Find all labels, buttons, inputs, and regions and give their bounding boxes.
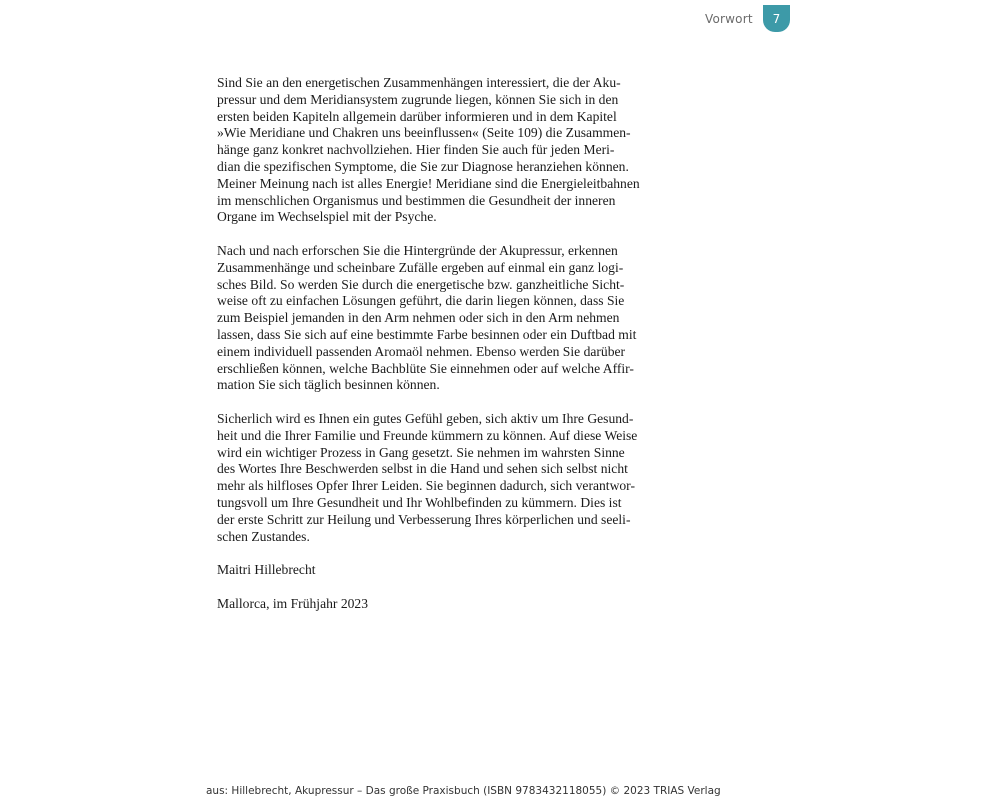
- text-line: lassen, dass Sie sich auf eine bestimmte Farbe besinnen oder ein Duftbad mit: [217, 326, 637, 342]
- text-line: Nach und nach erforschen Sie die Hintergründe der Akupressur, erkennen: [217, 242, 618, 258]
- text-line: Mallorca, im Frühjahr 2023: [217, 595, 369, 611]
- text-line: heit und die Ihrer Familie und Freunde kümmern zu können. Auf diese Weise: [217, 427, 638, 443]
- text-line: der erste Schritt zur Heilung und Verbesserung Ihres körperlichen und seeli-: [217, 511, 631, 527]
- paragraph: [217, 596, 637, 613]
- body-text: [217, 75, 640, 629]
- text-line: erschließen können, welche Bachblüte Sie einnehmen oder auf welche Affir-: [217, 360, 634, 376]
- text-line: hänge ganz konkret nachvollziehen. Hier finden Sie auch für jeden Meri-: [217, 142, 615, 158]
- page-number-badge: 7: [763, 5, 790, 32]
- text-line: Organe im Wechselspiel mit der Psyche.: [217, 209, 437, 225]
- text-line: Maitri Hillebrecht: [217, 562, 316, 578]
- text-line: im menschlichen Organismus und bestimmen die Gesundheit der inneren: [217, 192, 616, 208]
- text-line: Sind Sie an den energetischen Zusammenhängen interessiert, die der Aku-: [217, 75, 621, 90]
- paragraph: [217, 411, 637, 545]
- text-line: weise oft zu einfachen Lösungen geführt, die darin liegen können, dass Sie: [217, 293, 625, 309]
- text-line: tungsvoll um Ihre Gesundheit und Ihr Wohlbefinden zu kümmern. Dies ist: [217, 494, 622, 510]
- text-line: schen Zustandes.: [217, 528, 310, 544]
- text-line: zum Beispiel jemanden in den Arm nehmen oder sich in den Arm nehmen: [217, 310, 620, 326]
- text-line: Sicherlich wird es Ihnen ein gutes Gefühl geben, sich aktiv um Ihre Gesund-: [217, 410, 634, 426]
- text-line: mation Sie sich täglich besinnen können.: [217, 377, 440, 393]
- text-line: mehr als hilfloses Opfer Ihrer Leiden. Sie beginnen dadurch, sich verantwor-: [217, 478, 635, 494]
- text-line: »Wie Meridiane und Chakren uns beeinflussen« (Seite 109) die Zusammen-: [217, 125, 631, 141]
- text-line: Meiner Meinung nach ist alles Energie! Meridiane sind die Energieleitbahnen: [217, 175, 640, 191]
- running-header-section: Vorwort: [705, 12, 753, 26]
- paragraph: [217, 243, 637, 394]
- paragraph: [217, 75, 640, 226]
- paragraph: [217, 562, 637, 579]
- text-line: Zusammenhänge und scheinbare Zufälle ergeben auf einmal ein ganz logi-: [217, 259, 624, 275]
- text-line: ersten beiden Kapiteln allgemein darüber informieren und in dem Kapitel: [217, 108, 617, 124]
- text-line: einem individuell passenden Aromaöl nehmen. Ebenso werden Sie darüber: [217, 343, 626, 359]
- footer-citation: aus: Hillebrecht, Akupressur – Das große Praxisbuch (ISBN 9783432118055) © 2023 TRIAS Verlag: [206, 785, 721, 797]
- text-line: dian die spezifischen Symptome, die Sie zur Diagnose heranziehen können.: [217, 158, 629, 174]
- text-line: wird ein wichtiger Prozess in Gang gesetzt. Sie nehmen im wahrsten Sinne: [217, 444, 625, 460]
- text-line: des Wortes Ihre Beschwerden selbst in die Hand und sehen sich selbst nicht: [217, 461, 628, 477]
- text-line: sches Bild. So werden Sie durch die energetische bzw. ganzheitliche Sicht-: [217, 276, 625, 292]
- text-line: pressur und dem Meridiansystem zugrunde liegen, können Sie sich in den: [217, 91, 619, 107]
